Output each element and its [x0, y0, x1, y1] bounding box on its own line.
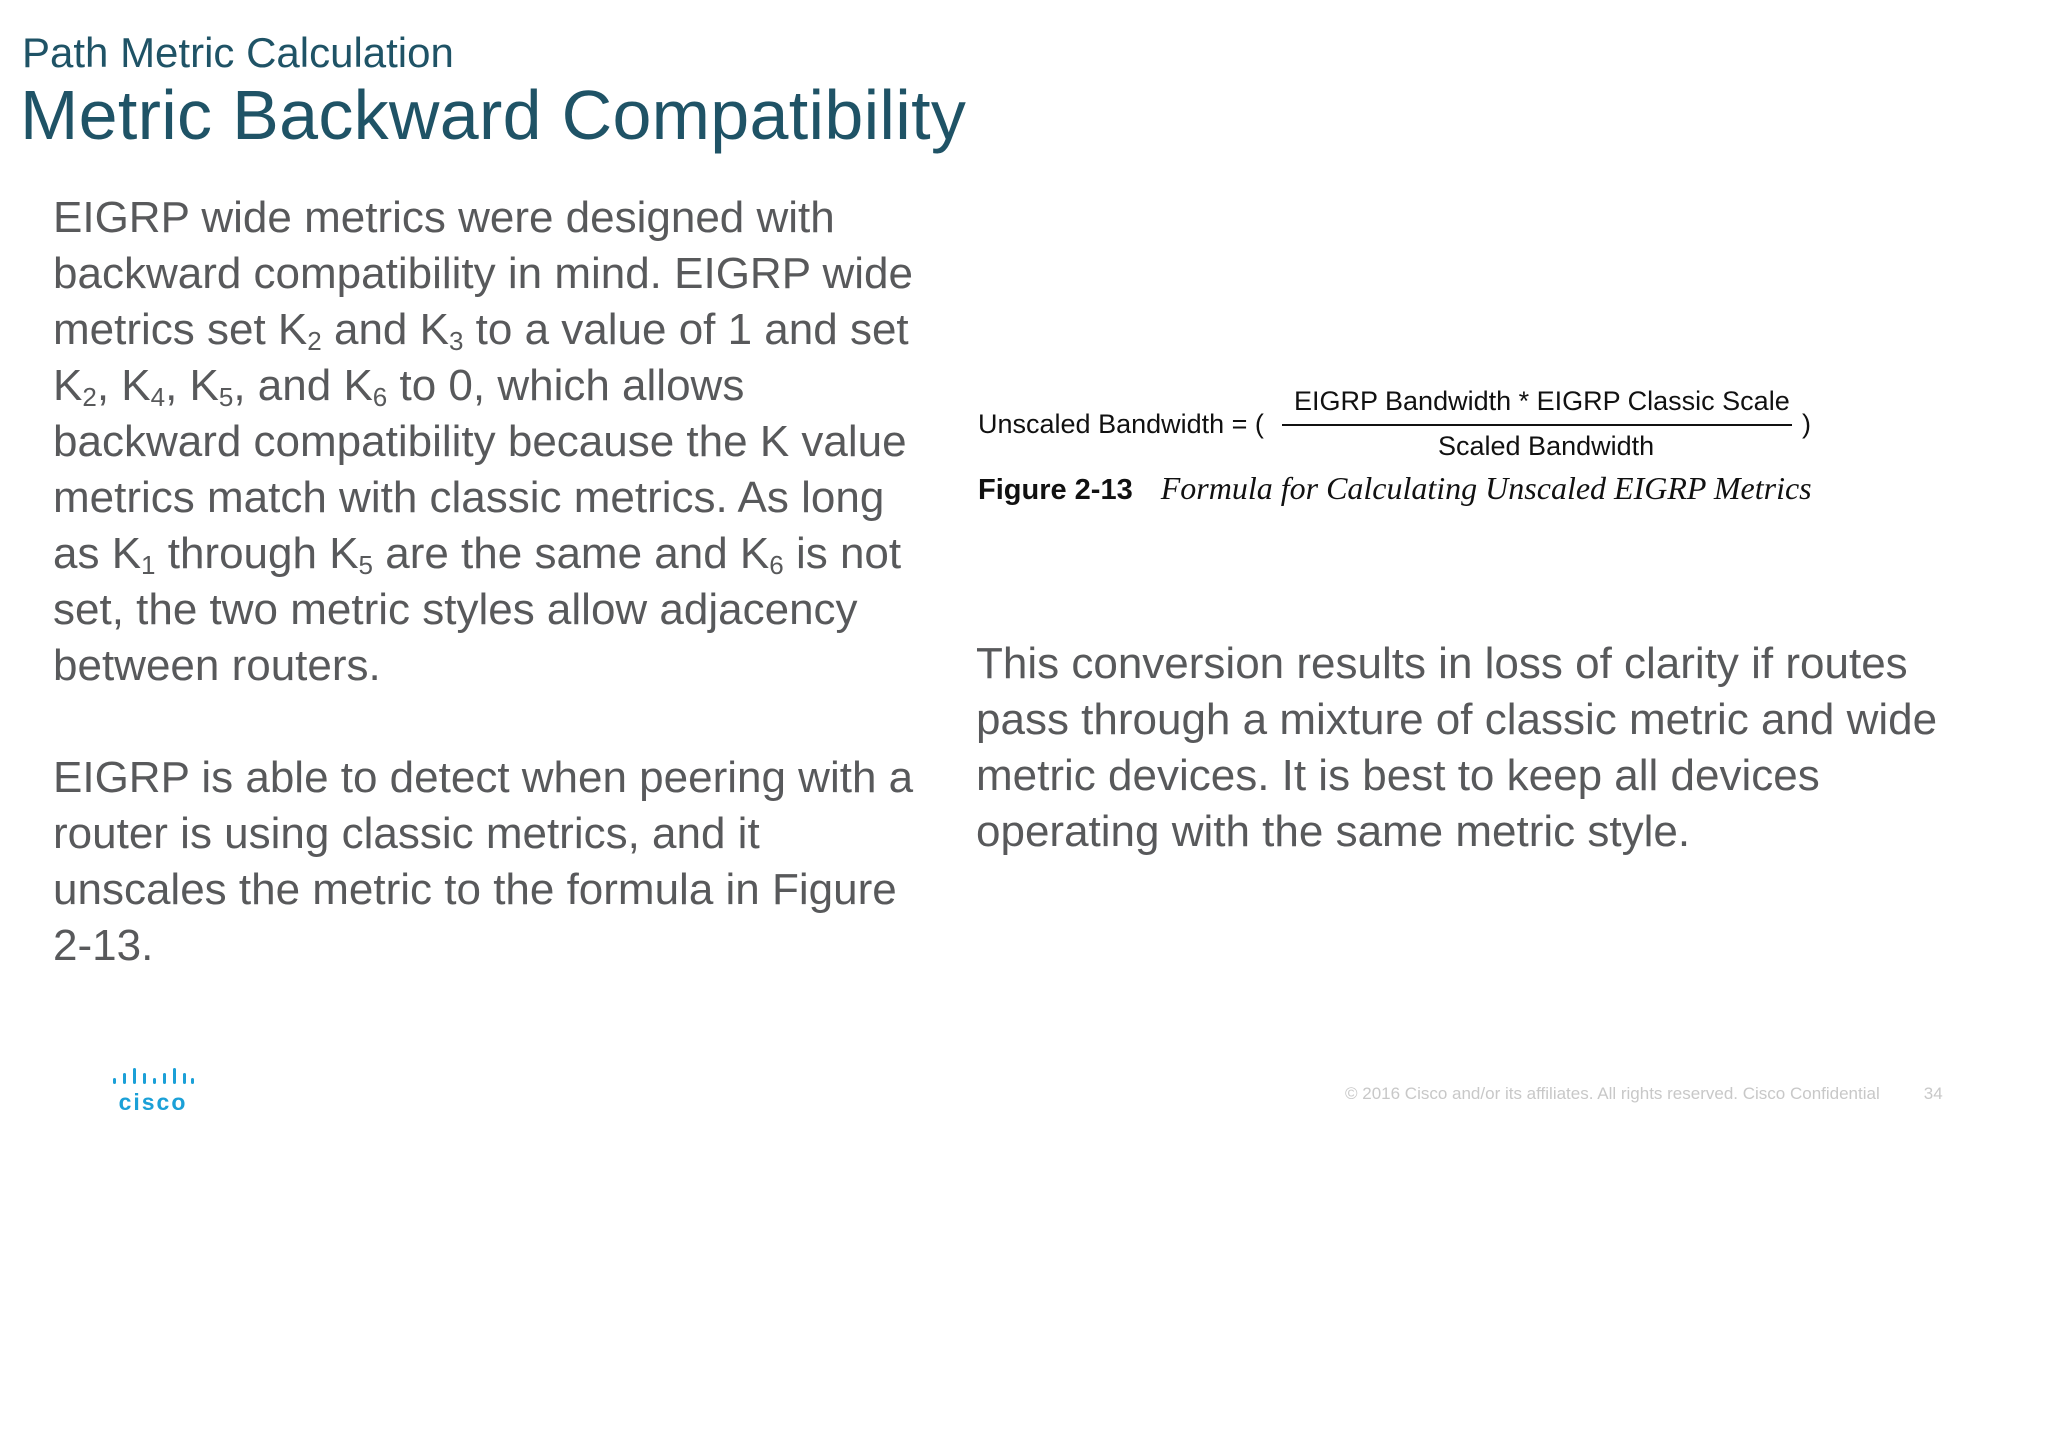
slide-title: Metric Backward Compatibility: [20, 76, 967, 154]
paragraph-unscale: EIGRP is able to detect when peering with a router is using classic metrics, and it unscales the metric to the formula in Figure 2-13.: [53, 753, 914, 970]
formula-figure: [978, 382, 1878, 462]
cisco-wordmark: cisco: [118, 1089, 188, 1115]
paragraph-k-values: EIGRP wide metrics were designed with backward compatibility in mind. EIGRP wide metrics set $K_2$ and $K_3$ to a value of 1 and set $K_2$, $K_4$, $K_5$, and $K_6$ to 0, which allows backward compatibility because the K value metrics match with classic metrics. As long as $K_1$ through $K_5$ are the same and $K_6$ is not set, the two metric styles allow adjacency between routers.: [53, 193, 913, 690]
figure-caption: [978, 470, 1812, 507]
formula-numerator: EIGRP Bandwidth * EIGRP Classic Scale: [1294, 386, 1790, 416]
formula-denominator: Scaled Bandwidth: [1438, 431, 1655, 461]
figure-caption-text: Formula for Calculating Unscaled EIGRP Metrics: [1160, 470, 1812, 506]
fraction-bar: [1282, 424, 1792, 426]
section-subtitle: Path Metric Calculation: [22, 29, 454, 76]
page-number: 34: [1923, 1084, 1943, 1103]
cisco-logo: [112, 1066, 194, 1115]
formula-close-paren: ): [1802, 409, 1811, 439]
copyright-text: © 2016 Cisco and/or its affiliates. All rights reserved. Cisco Confidential: [1345, 1084, 1880, 1103]
formula-lhs: Unscaled Bandwidth = (: [978, 409, 1264, 439]
paragraph-conversion: This conversion results in loss of clarity if routes pass through a mixture of classic metric and wide metric devices. It is best to keep all devices operating with the same metric style.: [976, 639, 1938, 856]
left-column: [53, 190, 933, 974]
figure-label: Figure 2-13: [978, 474, 1133, 506]
cisco-bars-icon: [112, 1066, 194, 1086]
footer: [1345, 1084, 1943, 1104]
right-column: [976, 636, 1976, 860]
